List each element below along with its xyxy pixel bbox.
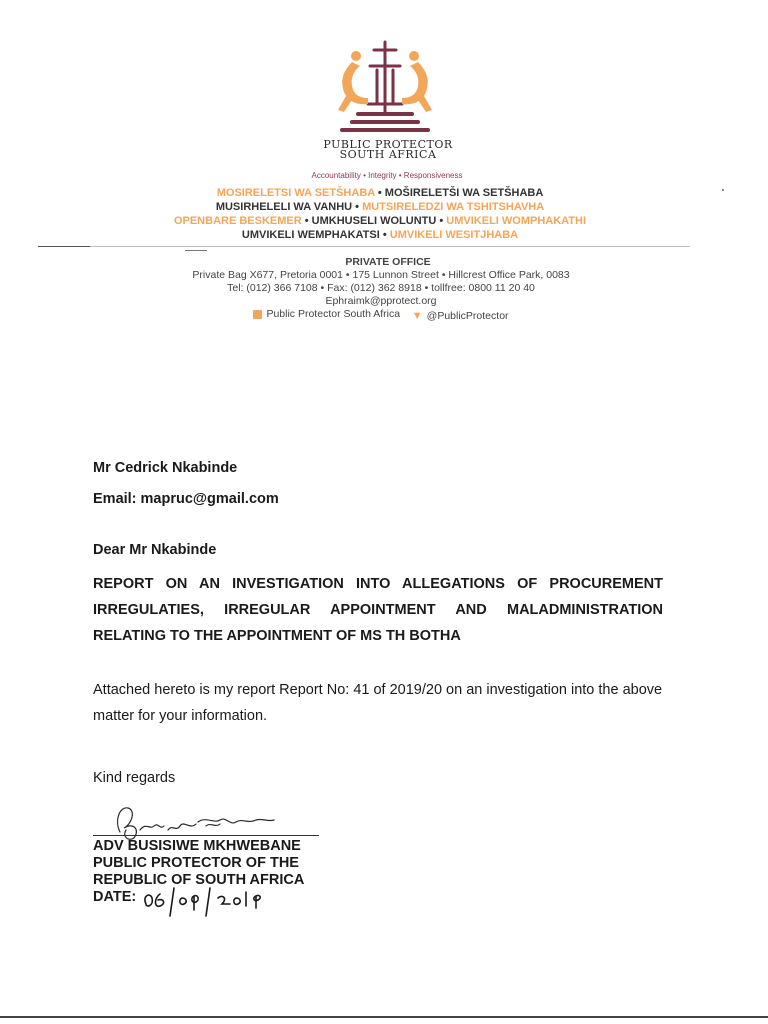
body-paragraph — [93, 677, 693, 729]
brand-name-line2: SOUTH AFRICA — [339, 148, 437, 161]
motto-segment: UMKHUSELI WOLUNTU — [311, 215, 437, 227]
subject-line-3: RELATING TO THE APPOINTMENT OF MS TH BOTHA — [93, 628, 461, 644]
motto-line-3 — [0, 215, 760, 228]
motto-segment: • — [352, 201, 363, 213]
public-protector-logo — [330, 36, 440, 140]
twitter-label: @PublicProtector — [426, 310, 509, 322]
body-line-2: matter for your information. — [93, 708, 268, 724]
motto-line-2 — [0, 201, 760, 214]
subject-line-1: REPORT ON AN INVESTIGATION INTO ALLEGATIONS OF PROCUREMENT — [93, 576, 663, 592]
handwritten-date — [140, 884, 272, 918]
body-line-1: Attached hereto is my report Report No: 41 of 2019/20 on an investigation into the above — [93, 682, 663, 698]
footer-divider — [0, 1016, 768, 1018]
facebook-link[interactable] — [253, 308, 400, 321]
motto-line-4 — [0, 229, 760, 242]
motto-line-1 — [0, 187, 760, 200]
office-address: Private Bag X677, Pretoria 0001 • 175 Lunnon Street • Hillcrest Office Park, 0083 — [192, 269, 570, 281]
motto-segment: UMVIKELI WEMPHAKATSI — [241, 229, 380, 241]
motto-segment: MOSIRELETSI WA SETŠHABA — [216, 187, 375, 199]
social-links — [0, 308, 762, 323]
motto-segment: • — [374, 187, 385, 199]
scan-speck — [722, 189, 724, 191]
office-phones: Tel: (012) 366 7108 • Fax: (012) 362 8918 • tollfree: 0800 11 20 40 — [227, 282, 535, 294]
office-title: PRIVATE OFFICE — [345, 256, 431, 268]
motto-segment: • — [301, 215, 312, 227]
motto-segment: MUTSIRELEDZI WA TSHITSHAVHA — [362, 201, 545, 213]
signatory-name: ADV BUSISIWE MKHWEBANE — [93, 838, 301, 854]
recipient-email: Email: mapruc@gmail.com — [93, 491, 279, 507]
signature-line — [93, 835, 319, 836]
recipient-name: Mr Cedrick Nkabinde — [93, 460, 238, 476]
motto-segment: MUSIRHELELI WA VANHU — [215, 201, 353, 213]
twitter-icon: ▼ — [411, 310, 423, 322]
motto-segment: OPENBARE BESKEMER — [173, 215, 302, 227]
header-divider-mark — [185, 250, 207, 251]
motto-segment: MOŠIRELETŠI WA SETŠHABA — [384, 187, 544, 199]
signatory-title: PUBLIC PROTECTOR OF THE — [93, 855, 299, 871]
tagline: Accountability • Integrity • Responsiveness — [311, 171, 463, 180]
date-label: DATE: — [93, 889, 137, 905]
salutation: Dear Mr Nkabinde — [93, 542, 217, 558]
twitter-link[interactable] — [412, 310, 509, 323]
subject-heading — [93, 571, 663, 649]
brand-name-line1: PUBLIC PROTECTOR — [323, 138, 453, 151]
subject-line-2: IRREGULATIES, IRREGULAR APPOINTMENT AND MALADMINISTRATION — [93, 602, 663, 618]
office-email: Ephraimk@pprotect.org — [325, 295, 437, 307]
motto-segment: UMVIKELI WESITJHABA — [389, 229, 519, 241]
header-divider — [90, 246, 690, 247]
facebook-icon — [253, 310, 262, 319]
motto-segment: UMVIKELI WOMPHAKATHI — [446, 215, 587, 227]
motto-segment: • — [436, 215, 447, 227]
facebook-label: Public Protector South Africa — [266, 308, 401, 320]
closing: Kind regards — [93, 770, 176, 786]
signatory-title-2: REPUBLIC OF SOUTH AFRICA — [93, 872, 305, 888]
motto-segment: • — [379, 229, 390, 241]
